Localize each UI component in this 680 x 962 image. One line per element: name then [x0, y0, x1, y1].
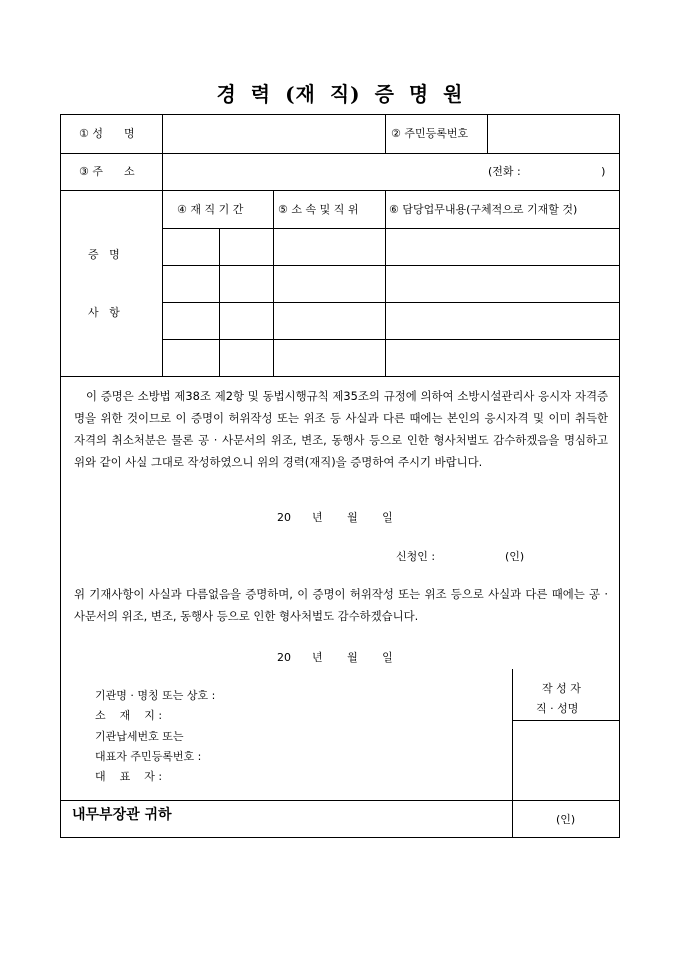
date-applicant: 20 년 월 일	[277, 511, 393, 524]
writer-title-name-label: 직 · 성명	[536, 702, 579, 715]
column-header-period: ④ 재 직 기 간	[177, 203, 244, 216]
row-divider	[163, 265, 620, 266]
address-label: ③ 주 소	[79, 165, 135, 178]
recipient: 내무부장관 귀하	[72, 807, 172, 823]
section-label-items: 사 항	[88, 306, 120, 319]
column-divider	[273, 190, 274, 376]
rrn-label: ② 주민등록번호	[391, 127, 469, 140]
writer-label: 작 성 자	[542, 682, 581, 695]
row-divider	[163, 339, 620, 340]
statement-applicant	[74, 385, 608, 473]
column-divider	[162, 114, 163, 376]
row-divider	[163, 302, 620, 303]
issuer-location: 소 재 지 :	[95, 709, 163, 722]
section-label-certification: 증 명	[88, 248, 120, 261]
writer-seal: (인)	[556, 813, 576, 826]
date-issuer: 20 년 월 일	[277, 651, 393, 664]
statement-issuer: 위 기재사항이 사실과 다름없음을 증명하며, 이 증명이 허위작성 또는 위조 등으로 사실과 다른 때에는 공 · 사문서의 위조, 변조, 동행사 등으로 인한 형사처벌도 감수하겠습니다.	[74, 587, 608, 623]
row-divider	[512, 720, 620, 721]
column-divider	[512, 669, 513, 838]
issuer-org-name: 기관명 · 명칭 또는 상호 :	[95, 689, 216, 702]
document-title: 경 력 (재 직) 증 명 원	[216, 82, 464, 106]
issuer-tax-number: 기관납세번호 또는	[95, 730, 184, 743]
row-divider	[60, 153, 620, 154]
row-divider	[60, 190, 620, 191]
statement-applicant-text: 이 증명은 소방법 제38조 제2항 및 동법시행규칙 제35조의 규정에 의하여 소방시설관리사 응시자 자격증명을 위한 것이므로 이 증명이 허위작성 또는 위조 등 사실과 다른 때에는 본인의 응시자격 및 이미 취득한 자격의 취소처분은 물론 공 · 사문서의 위조, 변조, 동행사 등으로 인한 형사처벌도 감수하겠음을 명심하고 위와 같이 사실 그대로 작성하였으니 위의 경력(재직)을 증명하여 주시기 바랍니다.	[74, 389, 608, 469]
column-divider	[219, 228, 220, 376]
row-divider	[163, 228, 620, 229]
phone-field: (전화 : )	[488, 165, 606, 178]
row-divider	[60, 800, 620, 801]
column-divider	[385, 114, 386, 153]
column-header-position: ⑤ 소 속 및 직 위	[278, 203, 359, 216]
column-divider	[487, 114, 488, 153]
name-label: ① 성 명	[79, 127, 135, 140]
column-header-duties: ⑥ 담당업무내용(구체적으로 기재할 것)	[389, 203, 578, 216]
applicant-signature: 신청인 : (인)	[396, 550, 525, 563]
issuer-representative: 대 표 자 :	[95, 770, 163, 783]
column-divider	[385, 190, 386, 376]
issuer-rrn: 대표자 주민등록번호 :	[95, 750, 202, 763]
row-divider	[60, 376, 620, 377]
